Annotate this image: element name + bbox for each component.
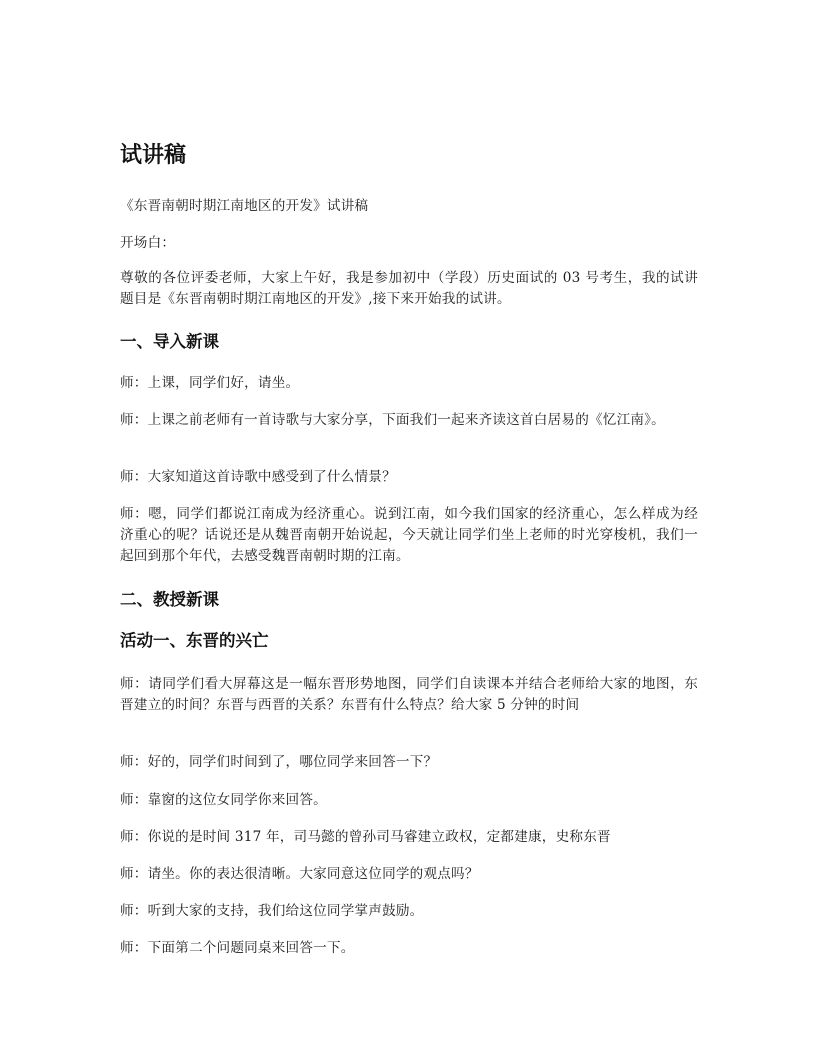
dialogue-paragraph: 师：好的，同学们时间到了，哪位同学来回答一下？: [120, 754, 438, 770]
dialogue-paragraph: 师：嗯，同学们都说江南成为经济重心。说到江南，如今我们国家的经济重心，怎么样成为经济重心的呢？话说还是从魏晋南朝开始说起，今天就让同学们坐上老师的时光穿梭机，我们一起回到那个年代，去感受魏晋南朝时期的江南。: [120, 506, 698, 564]
dialogue-paragraph: 师：上课之前老师有一首诗歌与大家分享，下面我们一起来齐读这首白居易的《忆江南》。: [120, 412, 665, 428]
section-heading-intro: 一、导入新课: [120, 332, 219, 351]
dialogue-paragraph: 师：大家知道这首诗歌中感受到了什么情景？: [120, 469, 396, 485]
section-heading-teaching: 二、教授新课: [120, 590, 219, 609]
dialogue-paragraph: 师：听到大家的支持，我们给这位同学掌声鼓励。: [120, 903, 424, 919]
opening-text: 尊敬的各位评委老师，大家上午好，我是参加初中（学段）历史面试的 03 号考生，我的试讲题目是《东晋南朝时期江南地区的开发》,接下来开始我的试讲。: [120, 270, 698, 307]
dialogue-paragraph: 师：请坐。你的表达很清晰。大家同意这位同学的观点吗？: [120, 866, 479, 882]
dialogue-paragraph: 师：下面第二个问题同桌来回答一下。: [120, 940, 355, 956]
dialogue-paragraph: 师：上课，同学们好，请坐。: [120, 375, 300, 391]
document-title: 试讲稿: [120, 143, 187, 168]
dialogue-paragraph: 师：请同学们看大屏幕这是一幅东晋形势地图，同学们自读课本并结合老师给大家的地图，东晋建立的时间？东晋与西晋的关系？东晋有什么特点？给大家 5 分钟的时间: [120, 676, 698, 713]
dialogue-paragraph: 师：靠窗的这位女同学你来回答。: [120, 792, 327, 808]
activity-heading: 活动一、东晋的兴亡: [120, 631, 269, 650]
opening-label: 开场白：: [120, 235, 176, 251]
lesson-title: 《东晋南朝时期江南地区的开发》试讲稿: [120, 198, 369, 214]
dialogue-paragraph: 师：你说的是时间 317 年，司马懿的曾孙司马睿建立政权，定都建康，史称东晋: [120, 829, 611, 845]
